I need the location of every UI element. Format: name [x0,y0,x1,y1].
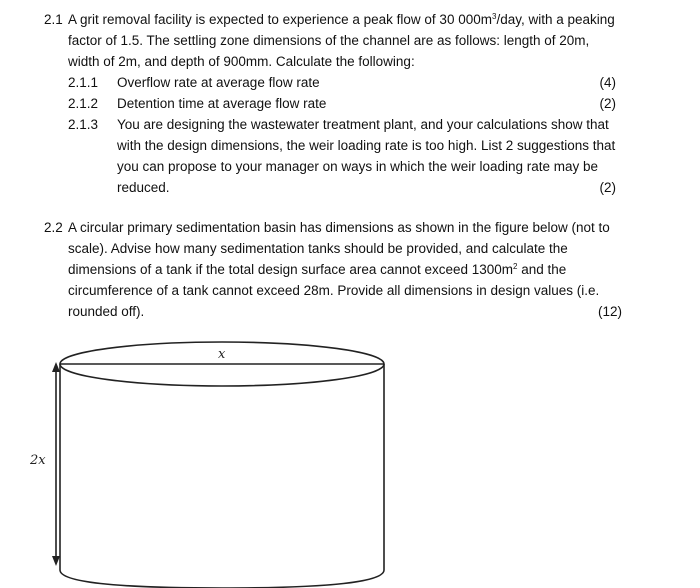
question-2-1-line-2: factor of 1.5. The settling zone dimensions of the channel are as follows: length of 20m, [68,33,590,48]
q21-line1-sup: 3 [491,12,497,21]
subquestion-2-1-3-line-2: with the design dimensions, the weir loading rate is too high. List 2 suggestions that [117,138,616,153]
subquestion-2-1-2-marks: (2) [599,96,616,111]
subquestion-2-1-2-number: 2.1.2 [68,96,99,111]
cylinder-bottom-curve [60,570,384,588]
question-2-2-line-2: scale). Advise how many sedimentation tanks should be provided, and calculate the [68,241,568,256]
height-arrow-bottom [52,556,60,566]
question-2-2-line-1: A circular primary sedimentation basin has dimensions as shown in the figure below (not to [68,220,610,235]
q22-line3-sup: 2 [513,262,518,271]
question-2-2-marks: (12) [597,304,622,319]
subquestion-2-1-2-text: Detention time at average flow rate [117,96,327,111]
question-2-1-number: 2.1 [44,12,63,27]
subquestion-2-1-3-line-3: you can propose to your manager on ways in which the weir loading rate may be [117,159,599,174]
subquestion-2-1-3-marks: (2) [599,180,616,195]
subquestion-2-1-3-line-4: reduced. [117,180,170,195]
subquestion-2-1-1-marks: (4) [599,75,616,90]
question-2-1-line-3: width of 2m, and depth of 900mm. Calculate the following: [68,54,415,69]
q22-line3-post: and the [517,262,567,277]
question-2-2-number: 2.2 [44,220,63,235]
subquestion-2-1-3-number: 2.1.3 [68,117,99,132]
height-label: 2x [30,453,46,468]
question-2-2-line-5: rounded off). [68,304,145,319]
subquestion-2-1-1-text: Overflow rate at average flow rate [117,75,320,90]
diameter-label: x [218,347,226,362]
question-2-2-line-4: circumference of a tank cannot exceed 28m. Provide all dimensions in design values (i.e. [68,283,600,298]
height-arrow-top [52,362,60,372]
subquestion-2-1-1-number: 2.1.1 [68,75,99,90]
q22-line3-pre: dimensions of a tank if the total design surface area cannot exceed 1300m [68,262,514,277]
q21-line1-post: /day, with a peaking [496,12,615,27]
q21-line1-pre: A grit removal facility is expected to experience a peak flow of 30 000m [68,12,492,27]
subquestion-2-1-3-line-1: You are designing the wastewater treatment plant, and your calculations show that [117,117,609,132]
